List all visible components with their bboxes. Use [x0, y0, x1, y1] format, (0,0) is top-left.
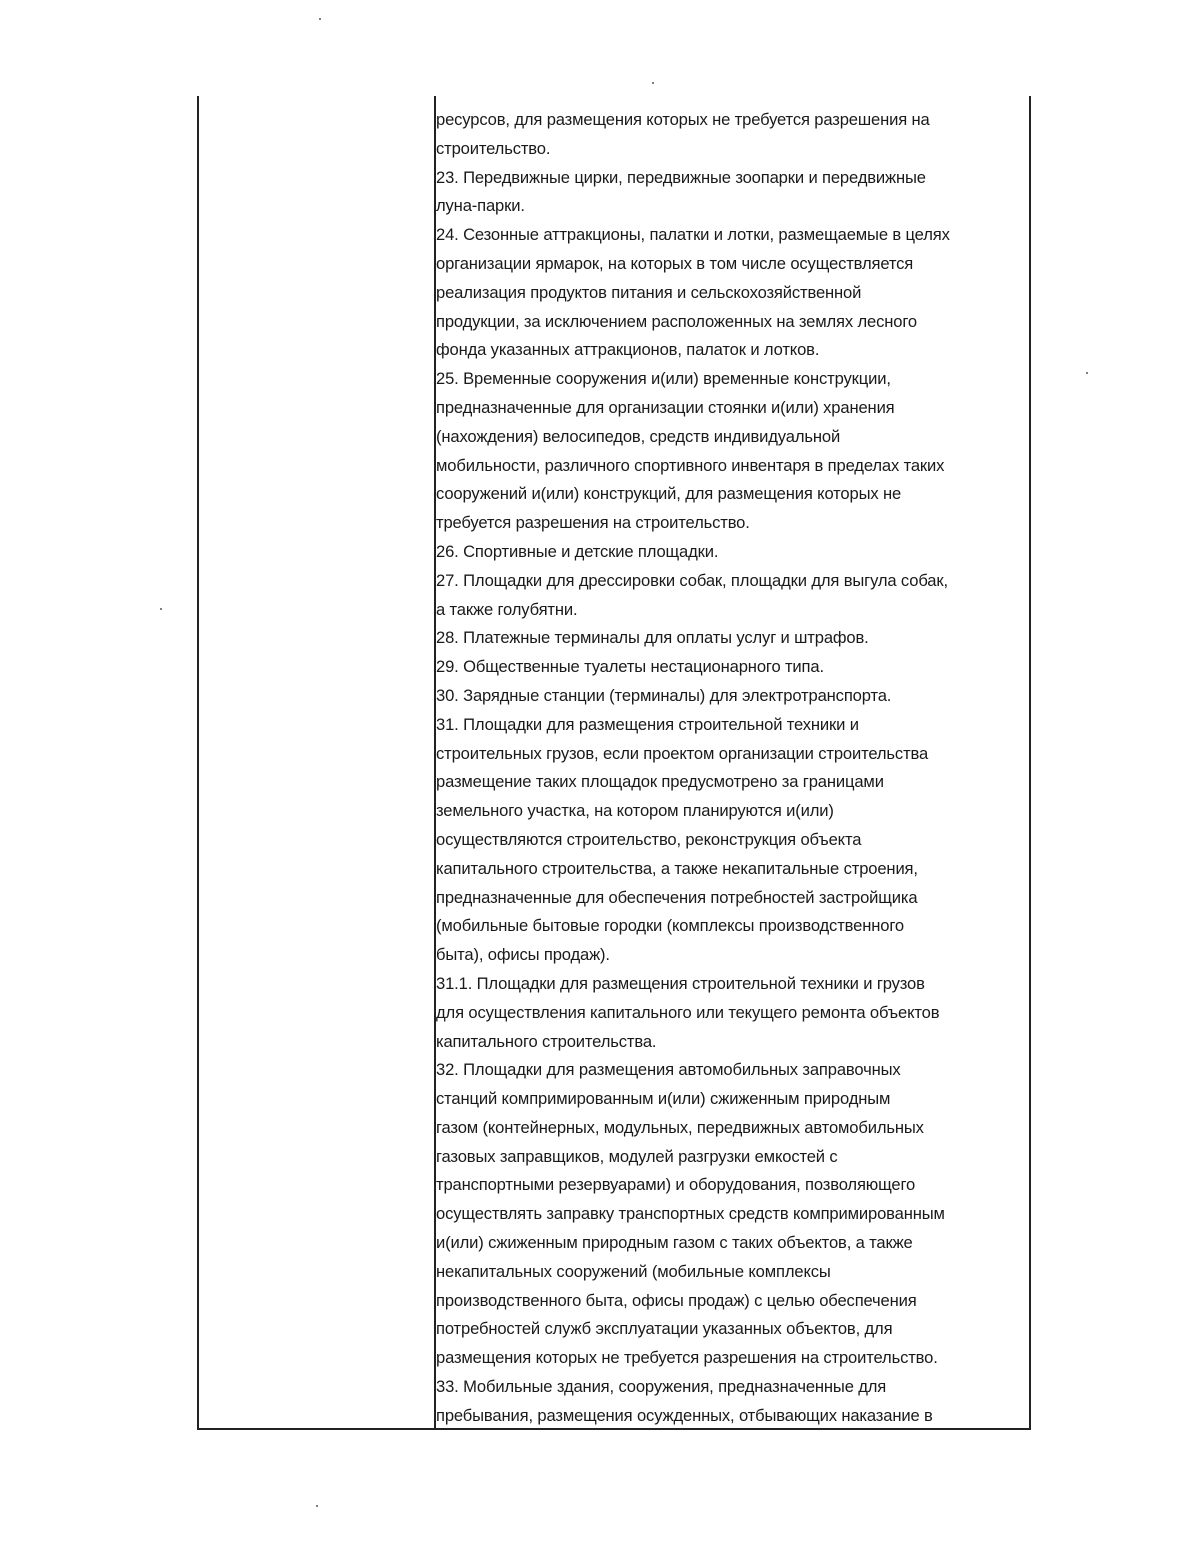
table-cell-text — [436, 106, 1026, 1431]
text-line: ресурсов, для размещения которых не требуется разрешения на — [436, 110, 930, 129]
text-line: газовых заправщиков, модулей разгрузки емкостей с — [436, 1146, 838, 1166]
text-line: 31.1. Площадки для размещения строительной техники и грузов — [436, 973, 925, 993]
text-line: 30. Зарядные станции (терминалы) для электротранспорта. — [436, 685, 892, 705]
scan-speck — [160, 608, 162, 610]
text-line: реализация продуктов питания и сельскохозяйственной — [436, 282, 862, 302]
text-line: земельного участка, на котором планируются и(или) — [436, 801, 834, 821]
text-line: 24. Сезонные аттракционы, палатки и лотки, размещаемые в целях — [436, 225, 950, 245]
scan-speck — [1086, 372, 1088, 374]
text-line: некапитальных сооружений (мобильные комплексы — [436, 1261, 831, 1281]
text-line: транспортными резервуарами) и оборудования, позволяющего — [436, 1175, 916, 1195]
text-line: строительных грузов, если проектом организации строительства — [436, 743, 929, 763]
text-line: а также голубятни. — [436, 599, 578, 619]
text-line: быта), офисы продаж). — [436, 945, 610, 965]
text-line: 32. Площадки для размещения автомобильных заправочных — [436, 1060, 901, 1080]
text-line: и(или) сжиженным природным газом с таких объектов, а также — [436, 1233, 913, 1253]
scan-speck — [652, 82, 654, 84]
text-line: 25. Временные сооружения и(или) временные конструкции, — [436, 369, 891, 389]
scan-speck — [316, 1505, 318, 1507]
text-line: предназначенные для организации стоянки и(или) хранения — [436, 397, 895, 417]
text-line: (нахождения) велосипедов, средств индивидуальной — [436, 426, 841, 446]
text-line: производственного быта, офисы продаж) с целью обеспечения — [436, 1290, 917, 1310]
text-line: потребностей служб эксплуатации указанных объектов, для — [436, 1319, 893, 1339]
text-line: мобильности, различного спортивного инвентаря в пределах таких — [436, 455, 945, 475]
table-left-column — [197, 96, 434, 1430]
text-line: капитального строительства. — [436, 1031, 657, 1051]
text-line: осуществляются строительство, реконструкция объекта — [436, 829, 862, 849]
text-line: 26. Спортивные и детские площадки. — [436, 541, 719, 561]
text-line: сооружений и(или) конструкций, для размещения которых не — [436, 484, 902, 504]
text-line: луна-парки. — [436, 196, 525, 216]
scan-speck — [319, 18, 321, 20]
text-line: 31. Площадки для размещения строительной техники и — [436, 714, 859, 734]
text-line: размещение таких площадок предусмотрено за границами — [436, 772, 884, 792]
text-line: строительство. — [436, 138, 551, 158]
text-line: 29. Общественные туалеты нестационарного типа. — [436, 657, 824, 677]
text-line: организации ярмарок, на которых в том числе осуществляется — [436, 253, 914, 273]
text-line: 23. Передвижные цирки, передвижные зоопарки и передвижные — [436, 167, 926, 187]
text-line: пребывания, размещения осужденных, отбывающих наказание в — [436, 1405, 933, 1425]
text-line: осуществлять заправку транспортных средств компримированным — [436, 1204, 945, 1224]
text-line: фонда указанных аттракционов, палаток и лотков. — [436, 340, 820, 360]
text-line: 33. Мобильные здания, сооружения, предназначенные для — [436, 1377, 887, 1397]
text-line: требуется разрешения на строительство. — [436, 513, 750, 533]
text-line: продукции, за исключением расположенных на землях лесного — [436, 311, 917, 331]
text-line: капитального строительства, а также некапитальные строения, — [436, 858, 918, 878]
text-line: станций компримированным и(или) сжиженным природным — [436, 1089, 891, 1109]
document-table — [197, 96, 1031, 1430]
text-line: 27. Площадки для дрессировки собак, площадки для выгула собак, — [436, 570, 948, 590]
text-line: для осуществления капитального или текущего ремонта объектов — [436, 1002, 940, 1022]
text-line: 28. Платежные терминалы для оплаты услуг и штрафов. — [436, 628, 869, 648]
text-line: газом (контейнерных, модульных, передвижных автомобильных — [436, 1117, 924, 1137]
text-line: размещения которых не требуется разрешения на строительство. — [436, 1348, 938, 1368]
text-line: предназначенные для обеспечения потребностей застройщика — [436, 887, 918, 907]
text-line: (мобильные бытовые городки (комплексы производственного — [436, 916, 904, 936]
